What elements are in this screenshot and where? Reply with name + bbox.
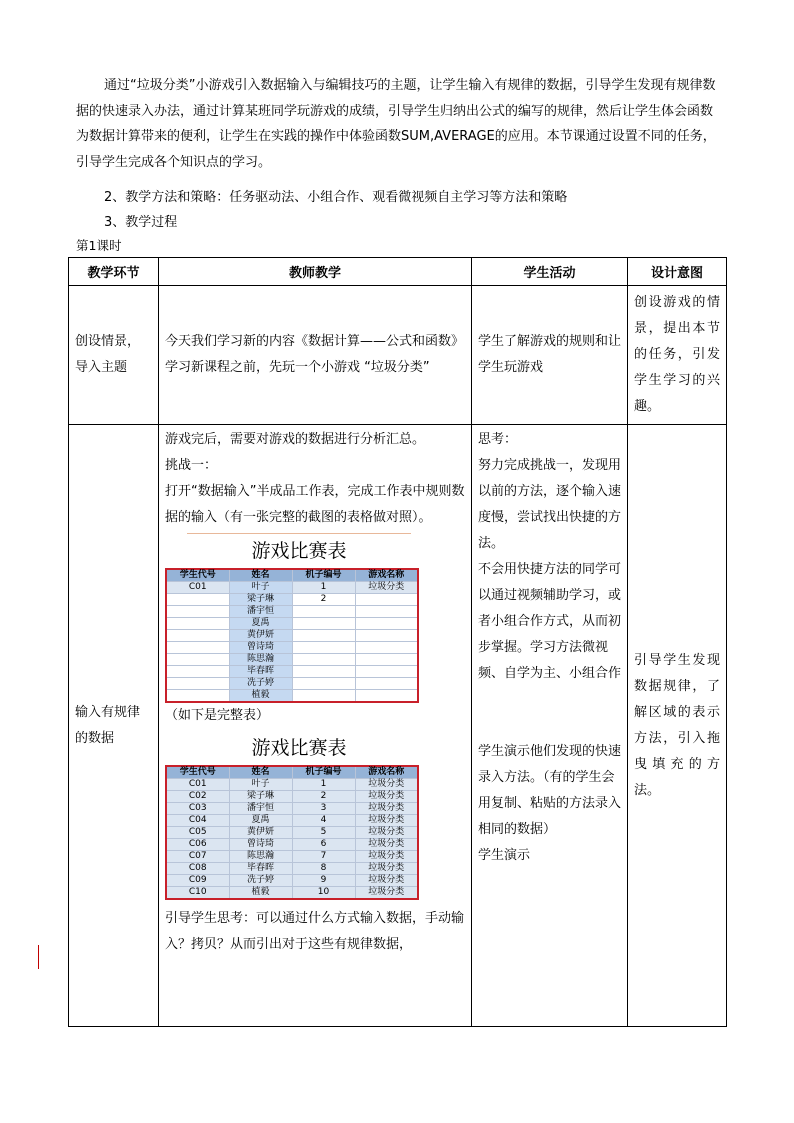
sheet-cell: C05 (166, 827, 229, 839)
sheet-cell: 1 (292, 582, 355, 594)
header-intent: 设计意图 (628, 258, 727, 286)
sheet-cell (292, 630, 355, 642)
sheet-cell: 垃圾分类 (355, 839, 418, 851)
sheet-cell: 植毅 (229, 690, 292, 703)
sheet-cell: 10 (292, 887, 355, 900)
sheet-cell: 陈思瀚 (229, 654, 292, 666)
table-header-row (69, 258, 727, 286)
process-line: 3、教学过程 (104, 215, 178, 230)
sheet-cell: 8 (292, 863, 355, 875)
sheet-cell: 黄伊妍 (229, 630, 292, 642)
row2-stage: 输入有规律的数据 (75, 704, 141, 746)
sheet-cell (355, 618, 418, 630)
sheet-cell (166, 618, 229, 630)
sheet-cell (166, 690, 229, 703)
sheet-cell: 垃圾分类 (355, 815, 418, 827)
revision-mark (38, 945, 39, 969)
sheet-cell: 夏禹 (229, 618, 292, 630)
sheet-cell: 2 (292, 594, 355, 606)
sheet-cell: 7 (292, 851, 355, 863)
sheet-cell: C10 (166, 887, 229, 900)
sheet-cell: C03 (166, 803, 229, 815)
sheet-row (166, 803, 418, 815)
sheet-cell (355, 654, 418, 666)
sheet-cell: 毕春晖 (229, 863, 292, 875)
sheet-cell: 梁子琳 (229, 791, 292, 803)
sheet-cell: 植毅 (229, 887, 292, 900)
sheet-row (166, 887, 418, 900)
sheet-cell (292, 666, 355, 678)
sheet-cell (166, 606, 229, 618)
sheet-row (166, 606, 418, 618)
sheet-cell: 垃圾分类 (355, 851, 418, 863)
sheet-row (166, 666, 418, 678)
sheet-cell: 垃圾分类 (355, 827, 418, 839)
sheet-cell: 2 (292, 791, 355, 803)
sheet-row (166, 618, 418, 630)
table-row (69, 286, 727, 425)
sheet-cell (292, 654, 355, 666)
row2-teacher-line: 挑战一： (165, 458, 218, 473)
sheet-cell: 陈思瀚 (229, 851, 292, 863)
row2-student-line: 学生演示 (478, 848, 531, 863)
sheet-cell (292, 618, 355, 630)
sheet-cell: 垃圾分类 (355, 779, 418, 791)
sheet-cell (292, 606, 355, 618)
sheet-cell: 垃圾分类 (355, 875, 418, 887)
sheet-cell: 垃圾分类 (355, 803, 418, 815)
sheet-row (166, 827, 418, 839)
sheet-header-cell: 姓名 (229, 569, 292, 582)
sheet-cell: C01 (166, 582, 229, 594)
sheet-header-row (166, 766, 418, 779)
sheet-cell: 潘宇恒 (229, 606, 292, 618)
full-sheet-table (165, 765, 419, 900)
sheet-cell (355, 678, 418, 690)
sheet-header-cell: 游戏名称 (355, 766, 418, 779)
sheet-row (166, 654, 418, 666)
sheet-cell: C09 (166, 875, 229, 887)
sheet-row (166, 839, 418, 851)
sheet-cell: 毕春晖 (229, 666, 292, 678)
sheet-cell: 垃圾分类 (355, 582, 418, 594)
partial-sheet-table (165, 568, 419, 703)
row1-teacher: 今天我们学习新的内容《数据计算——公式和函数》学习新课程之前，先玩一个小游戏 “垃圾分类” (165, 334, 465, 375)
sheet-cell: 4 (292, 815, 355, 827)
sheet-cell: C08 (166, 863, 229, 875)
teaching-process-table (68, 257, 727, 1027)
sheet-cell: 梁子琳 (229, 594, 292, 606)
row2-teacher-line: 打开“数据输入”半成品工作表，完成工作表中规则数据的输入（有一张完整的截图的表格做对照）。 (165, 484, 465, 525)
row1-intent: 创设游戏的情景，提出本节的任务，引发学生学习的兴趣。 (634, 295, 720, 414)
lesson-label: 第1课时 (76, 238, 122, 253)
sheet-cell: C04 (166, 815, 229, 827)
row1-stage: 创设情景，导入主题 (75, 334, 141, 375)
sheet-cell (166, 594, 229, 606)
sheet-row (166, 851, 418, 863)
sheet-row (166, 779, 418, 791)
intro-paragraph: 通过“垃圾分类”小游戏引入数据输入与编辑技巧的主题，让学生输入有规律的数据，引导学生发现有规律数据的快速录入办法，通过计算某班同学玩游戏的成绩，引导学生归纳出公式的编写的规律，然后让学生体会函数为数据计算带来的便利，让学生在实践的操作中体验函数SUM,AVERAGE的应用。本节课通过设置不同的任务，引导学生完成各个知识点的学习。 (76, 78, 716, 170)
sheet-row (166, 630, 418, 642)
sheet-cell: 冼子婷 (229, 678, 292, 690)
sheet-cell: 垃圾分类 (355, 791, 418, 803)
sheet-cell: C07 (166, 851, 229, 863)
sheet-cell (166, 654, 229, 666)
sheet-cell: 9 (292, 875, 355, 887)
sheet-cell: 叶子 (229, 779, 292, 791)
header-student: 学生活动 (472, 258, 628, 286)
sheet-header-cell: 机子编号 (292, 569, 355, 582)
sheet-cell: 6 (292, 839, 355, 851)
sheet-cell: 冼子婷 (229, 875, 292, 887)
sheet-cell: C06 (166, 839, 229, 851)
sheet-row (166, 815, 418, 827)
sheet-row (166, 863, 418, 875)
row2-student-line: 努力完成挑战一，发现用以前的方法，逐个输入速度慢，尝试找出快捷的方法。 (478, 458, 622, 551)
sheet-cell: 垃圾分类 (355, 887, 418, 900)
sheet-cell (355, 690, 418, 703)
sheet-cell (355, 606, 418, 618)
sheet-cell: 潘宇恒 (229, 803, 292, 815)
header-stage: 教学环节 (69, 258, 159, 286)
sheet-cell: C01 (166, 779, 229, 791)
sheet-header-cell: 机子编号 (292, 766, 355, 779)
sheet-row (166, 594, 418, 606)
sheet-row (166, 582, 418, 594)
sheet-cell: 曾诗琦 (229, 642, 292, 654)
row2-teacher-line: 游戏完后，需要对游戏的数据进行分析汇总。 (165, 432, 426, 447)
header-teacher: 教师教学 (159, 258, 472, 286)
sheet-header-cell: 学生代号 (166, 569, 229, 582)
sheet-cell: 夏禹 (229, 815, 292, 827)
sheet-cell: C02 (166, 791, 229, 803)
sheet-row (166, 875, 418, 887)
sheet-cell: 叶子 (229, 582, 292, 594)
sheet-cell (355, 594, 418, 606)
sheet-cell: 5 (292, 827, 355, 839)
row2-student-line: 思考： (478, 432, 518, 447)
sheet-row (166, 791, 418, 803)
sheet-cell (166, 666, 229, 678)
sheet-cell (355, 642, 418, 654)
partial-sheet-title: 游戏比赛表 (187, 533, 411, 568)
sheet-header-cell: 游戏名称 (355, 569, 418, 582)
full-sheet-image (165, 731, 419, 900)
full-sheet-title: 游戏比赛表 (251, 737, 347, 759)
row2-teacher-bottom: 引导学生思考：可以通过什么方式输入数据，手动输入？拷贝？从而引出对于这些有规律数据， (165, 911, 465, 952)
sheet-cell: 3 (292, 803, 355, 815)
sheet-cell (355, 630, 418, 642)
sheet-cell (292, 690, 355, 703)
sheet-cell: 曾诗琦 (229, 839, 292, 851)
sheet-header-cell: 姓名 (229, 766, 292, 779)
sheet-header-row (166, 569, 418, 582)
row2-student-line: 学生演示他们发现的快速录入方法。（有的学生会用复制、粘贴的方法录入相同的数据） (478, 744, 622, 837)
row2-student-line: 不会用快捷方法的同学可以通过视频辅助学习，或者小组合作方式，从而初步掌握。学习方法微视频、自学为主、小组合作 (478, 562, 622, 681)
sheet-row (166, 642, 418, 654)
sheet-cell: 垃圾分类 (355, 863, 418, 875)
sheet-row (166, 678, 418, 690)
sheet-cell (292, 642, 355, 654)
sheet-cell (166, 630, 229, 642)
sheet-header-cell: 学生代号 (166, 766, 229, 779)
full-table-caption: （如下是完整表） (165, 708, 270, 723)
row2-intent: 引导学生发现数据规律，了解区域的表示方法，引入拖曳填充的方法。 (634, 652, 720, 798)
row1-student: 学生了解游戏的规则和让学生玩游戏 (478, 334, 622, 375)
sheet-row (166, 690, 418, 703)
sheet-cell (166, 642, 229, 654)
method-line: 2、教学方法和策略：任务驱动法、小组合作、观看微视频自主学习等方法和策略 (104, 190, 568, 205)
sheet-cell (166, 678, 229, 690)
sheet-cell: 黄伊妍 (229, 827, 292, 839)
table-row (69, 425, 727, 1027)
partial-sheet-image (165, 533, 419, 703)
sheet-cell (292, 678, 355, 690)
sheet-cell (355, 666, 418, 678)
sheet-cell: 1 (292, 779, 355, 791)
